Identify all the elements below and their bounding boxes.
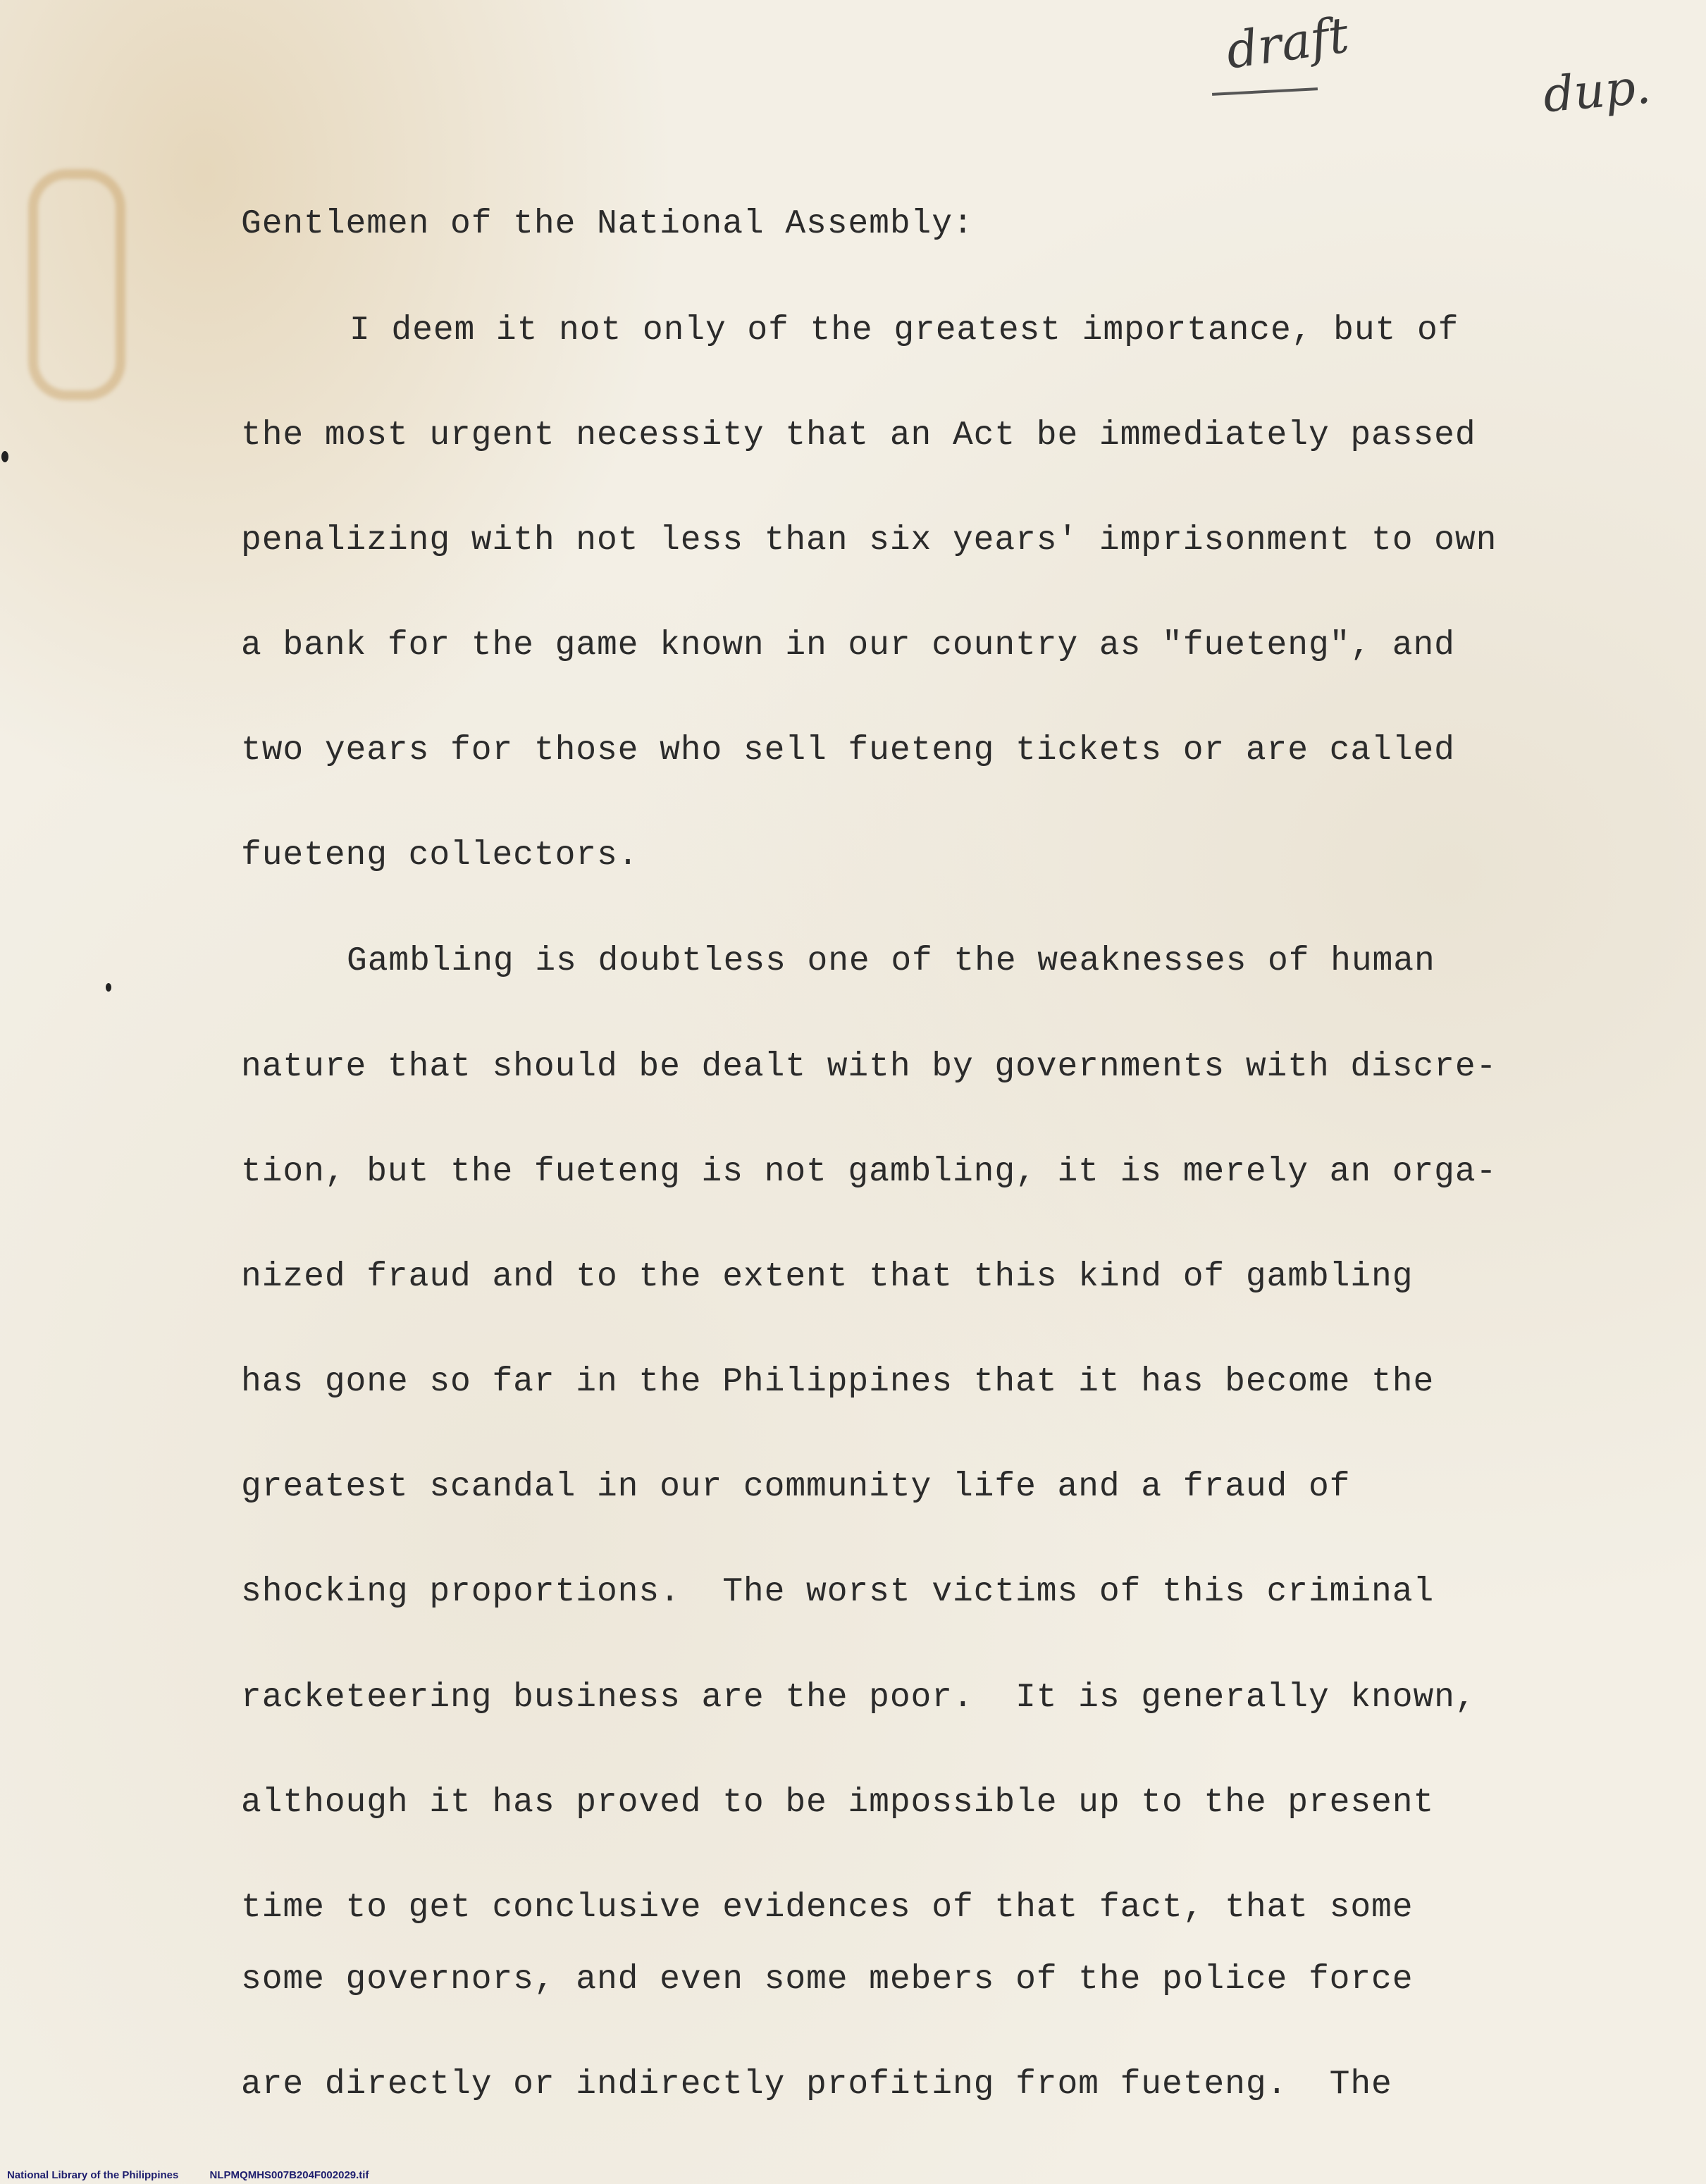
edge-mark <box>1 451 8 462</box>
draft-underline <box>1212 87 1318 96</box>
letter-line-12: greatest scandal in our community life and a fraud of <box>241 1468 1351 1506</box>
letter-line-9: tion, but the fueteng is not gambling, it is merely an orga- <box>241 1153 1497 1191</box>
letter-line-15: although it has proved to be impossible up to the present <box>241 1784 1435 1822</box>
footer-file-id: NLPMQMHS007B204F002029.tif <box>209 2169 369 2181</box>
letter-line-18: are directly or indirectly profiting from fueteng. The <box>241 2066 1392 2104</box>
letter-line-5: two years for those who sell fueteng tickets or are called <box>241 732 1455 770</box>
letter-line-17: some governors, and even some mebers of the police force <box>241 1961 1414 1999</box>
letter-line-7: Gambling is doubtless one of the weaknesses of human <box>347 942 1435 980</box>
letter-line-16: time to get conclusive evidences of that fact, that some <box>241 1889 1414 1927</box>
letter-line-14: racketeering business are the poor. It is generally known, <box>241 1679 1476 1717</box>
letter-line-1: I deem it not only of the greatest importance, but of <box>350 311 1459 350</box>
letter-line-3: penalizing with not less than six years' imprisonment to own <box>241 522 1497 560</box>
salutation: Gentlemen of the National Assembly: <box>241 205 974 243</box>
letter-line-2: the most urgent necessity that an Act be immediately passed <box>241 417 1476 455</box>
letter-line-13: shocking proportions. The worst victims of this criminal <box>241 1573 1435 1611</box>
letter-line-8: nature that should be dealt with by governments with discre- <box>241 1048 1497 1086</box>
letter-line-4: a bank for the game known in our country as "fueteng", and <box>241 627 1455 665</box>
footer-library: National Library of the Philippines <box>7 2169 179 2181</box>
letter-line-6: fueteng collectors. <box>241 837 639 875</box>
letter-line-10: nized fraud and to the extent that this kind of gambling <box>241 1258 1414 1296</box>
dup-handwritten-note: dup. <box>1540 58 1653 124</box>
letter-line-11: has gone so far in the Philippines that it has become the <box>241 1363 1435 1401</box>
archive-footer <box>7 2169 397 2181</box>
ink-dot <box>106 983 111 992</box>
draft-handwritten-note: draft <box>1223 6 1352 80</box>
paper-clip-stain <box>28 169 125 400</box>
